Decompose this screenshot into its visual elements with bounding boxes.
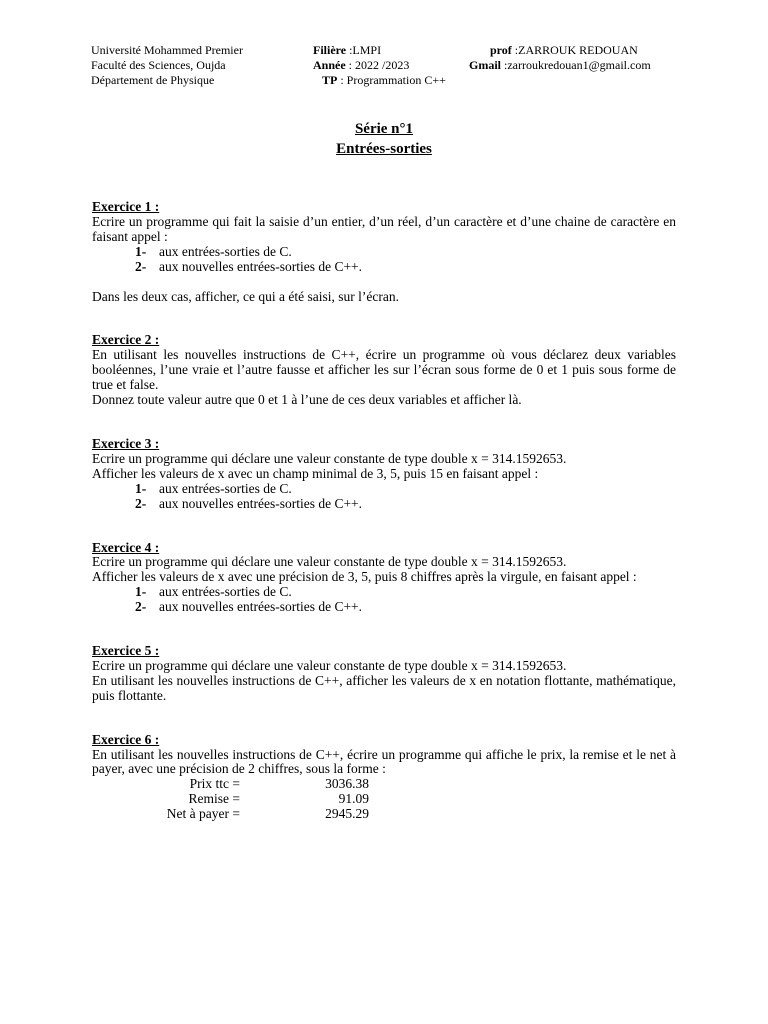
- course-info-block: [313, 43, 446, 87]
- exercise-list: [135, 482, 676, 512]
- exercise-6: [92, 733, 676, 823]
- prof-label: prof: [490, 43, 512, 57]
- list-text: aux nouvelles entrées-sorties de C++.: [159, 495, 363, 511]
- list-number: 2-: [135, 599, 147, 615]
- list-number: 1-: [135, 243, 147, 259]
- exercise-3: [92, 437, 676, 512]
- list-number: 1-: [135, 584, 147, 600]
- exercise-paragraph: Afficher les valeurs de x avec une précision de 3, 5, puis 8 chiffres après la virgule, en faisant appel :: [92, 569, 637, 585]
- exercise-title: Exercice 4 :: [92, 539, 160, 555]
- filiere-label: Filière: [313, 43, 347, 57]
- exercise-title: Exercice 5 :: [92, 643, 160, 659]
- list-number: 2-: [135, 258, 147, 274]
- exercise-paragraph: Ecrire un programme qui déclare une valeur constante de type double x = 314.1592653.: [92, 554, 567, 570]
- table-row: [92, 776, 369, 792]
- annee-value: : 2022 /2023: [345, 57, 410, 72]
- exercise-paragraph: Ecrire un programme qui déclare une valeur constante de type double x = 314.1592653.: [92, 450, 567, 466]
- tp-line: [313, 73, 446, 88]
- exercise-title: Exercice 2 :: [92, 332, 160, 348]
- list-text: aux entrées-sorties de C.: [159, 480, 292, 496]
- filiere-line: [313, 43, 446, 58]
- exercise-4: [92, 541, 676, 616]
- exercise-1: [92, 200, 676, 304]
- row-value: 2945.29: [325, 806, 369, 822]
- title-block: [0, 119, 768, 159]
- department-name: Département de Physique: [91, 72, 215, 87]
- exercise-title: Exercice 3 :: [92, 435, 160, 451]
- exercise-paragraph: Donnez toute valeur autre que 0 et 1 à l’une de ces deux variables et afficher là.: [92, 392, 522, 408]
- exercise-2: [92, 333, 676, 408]
- list-item: [135, 585, 676, 600]
- annee-line: [313, 58, 446, 73]
- university-name: Université Mohammed Premier: [91, 43, 243, 57]
- row-value: 3036.38: [325, 776, 369, 792]
- list-item: [135, 260, 676, 275]
- table-row: [92, 791, 369, 807]
- output-format-table: [92, 777, 676, 822]
- list-text: aux nouvelles entrées-sorties de C++.: [159, 599, 363, 615]
- exercise-title: Exercice 1 :: [92, 199, 160, 214]
- faculty-name: Faculté des Sciences, Oujda: [91, 57, 226, 72]
- exercise-title: Exercice 6 :: [92, 731, 160, 747]
- exercise-paragraph: En utilisant les nouvelles instructions de C++, écrire un programme qui affiche le prix, la remise et le net à payer, avec une précision de 2 chiffres, sous la forme :: [92, 746, 676, 777]
- gmail-label: Gmail: [469, 57, 501, 72]
- annee-label: Année: [313, 57, 346, 72]
- row-label: Remise =: [188, 791, 240, 807]
- tp-value: : Programmation C++: [337, 72, 446, 87]
- exercises-content: [92, 200, 676, 836]
- gmail-value: :zarroukredouan1@gmail.com: [501, 57, 651, 72]
- table-row: [92, 806, 369, 822]
- exercise-paragraph: Afficher les valeurs de x avec un champ minimal de 3, 5, puis 15 en faisant appel :: [92, 465, 539, 481]
- row-value: 91.09: [338, 791, 369, 807]
- serie-title: Série n°1: [354, 121, 414, 137]
- list-item: [135, 245, 676, 260]
- row-label: Net à payer =: [166, 806, 240, 822]
- teacher-block: [469, 43, 651, 73]
- list-text: aux entrées-sorties de C.: [159, 584, 292, 600]
- exercise-paragraph: En utilisant les nouvelles instructions de C++, écrire un programme où vous déclarez deux variables booléennes, l’une vraie et l’autre fausse et afficher les sur l’écran sous forme de 0 et 1 puis sous forme de true et false.: [92, 347, 676, 393]
- exercise-list: [135, 585, 676, 615]
- row-label: Prix ttc =: [189, 776, 240, 792]
- list-item: [135, 497, 676, 512]
- exercise-paragraph: En utilisant les nouvelles instructions de C++, afficher les valeurs de x en notation flottante, mathématique, puis flottante.: [92, 672, 676, 703]
- exercise-list: [135, 245, 676, 275]
- serie-subtitle: Entrées-sorties: [336, 141, 432, 157]
- exercise-paragraph: Ecrire un programme qui fait la saisie d’un entier, d’un réel, d’un caractère et d’une chaine de caractère en faisant appel :: [92, 213, 676, 244]
- institution-block: [91, 43, 243, 87]
- list-item: [135, 482, 676, 497]
- list-number: 1-: [135, 480, 147, 496]
- exercise-5: [92, 644, 676, 704]
- prof-line: [469, 43, 651, 58]
- prof-value: :ZARROUK REDOUAN: [511, 43, 638, 57]
- exercise-paragraph: Dans les deux cas, afficher, ce qui a été saisi, sur l’écran.: [92, 288, 399, 304]
- exercise-paragraph: Ecrire un programme qui déclare une valeur constante de type double x = 314.1592653.: [92, 657, 567, 673]
- list-item: [135, 600, 676, 615]
- filiere-value: :LMPI: [346, 43, 382, 57]
- list-number: 2-: [135, 495, 147, 511]
- list-text: aux entrées-sorties de C.: [159, 243, 292, 259]
- tp-label: TP: [322, 72, 338, 87]
- gmail-line: [469, 58, 651, 73]
- list-text: aux nouvelles entrées-sorties de C++.: [159, 258, 363, 274]
